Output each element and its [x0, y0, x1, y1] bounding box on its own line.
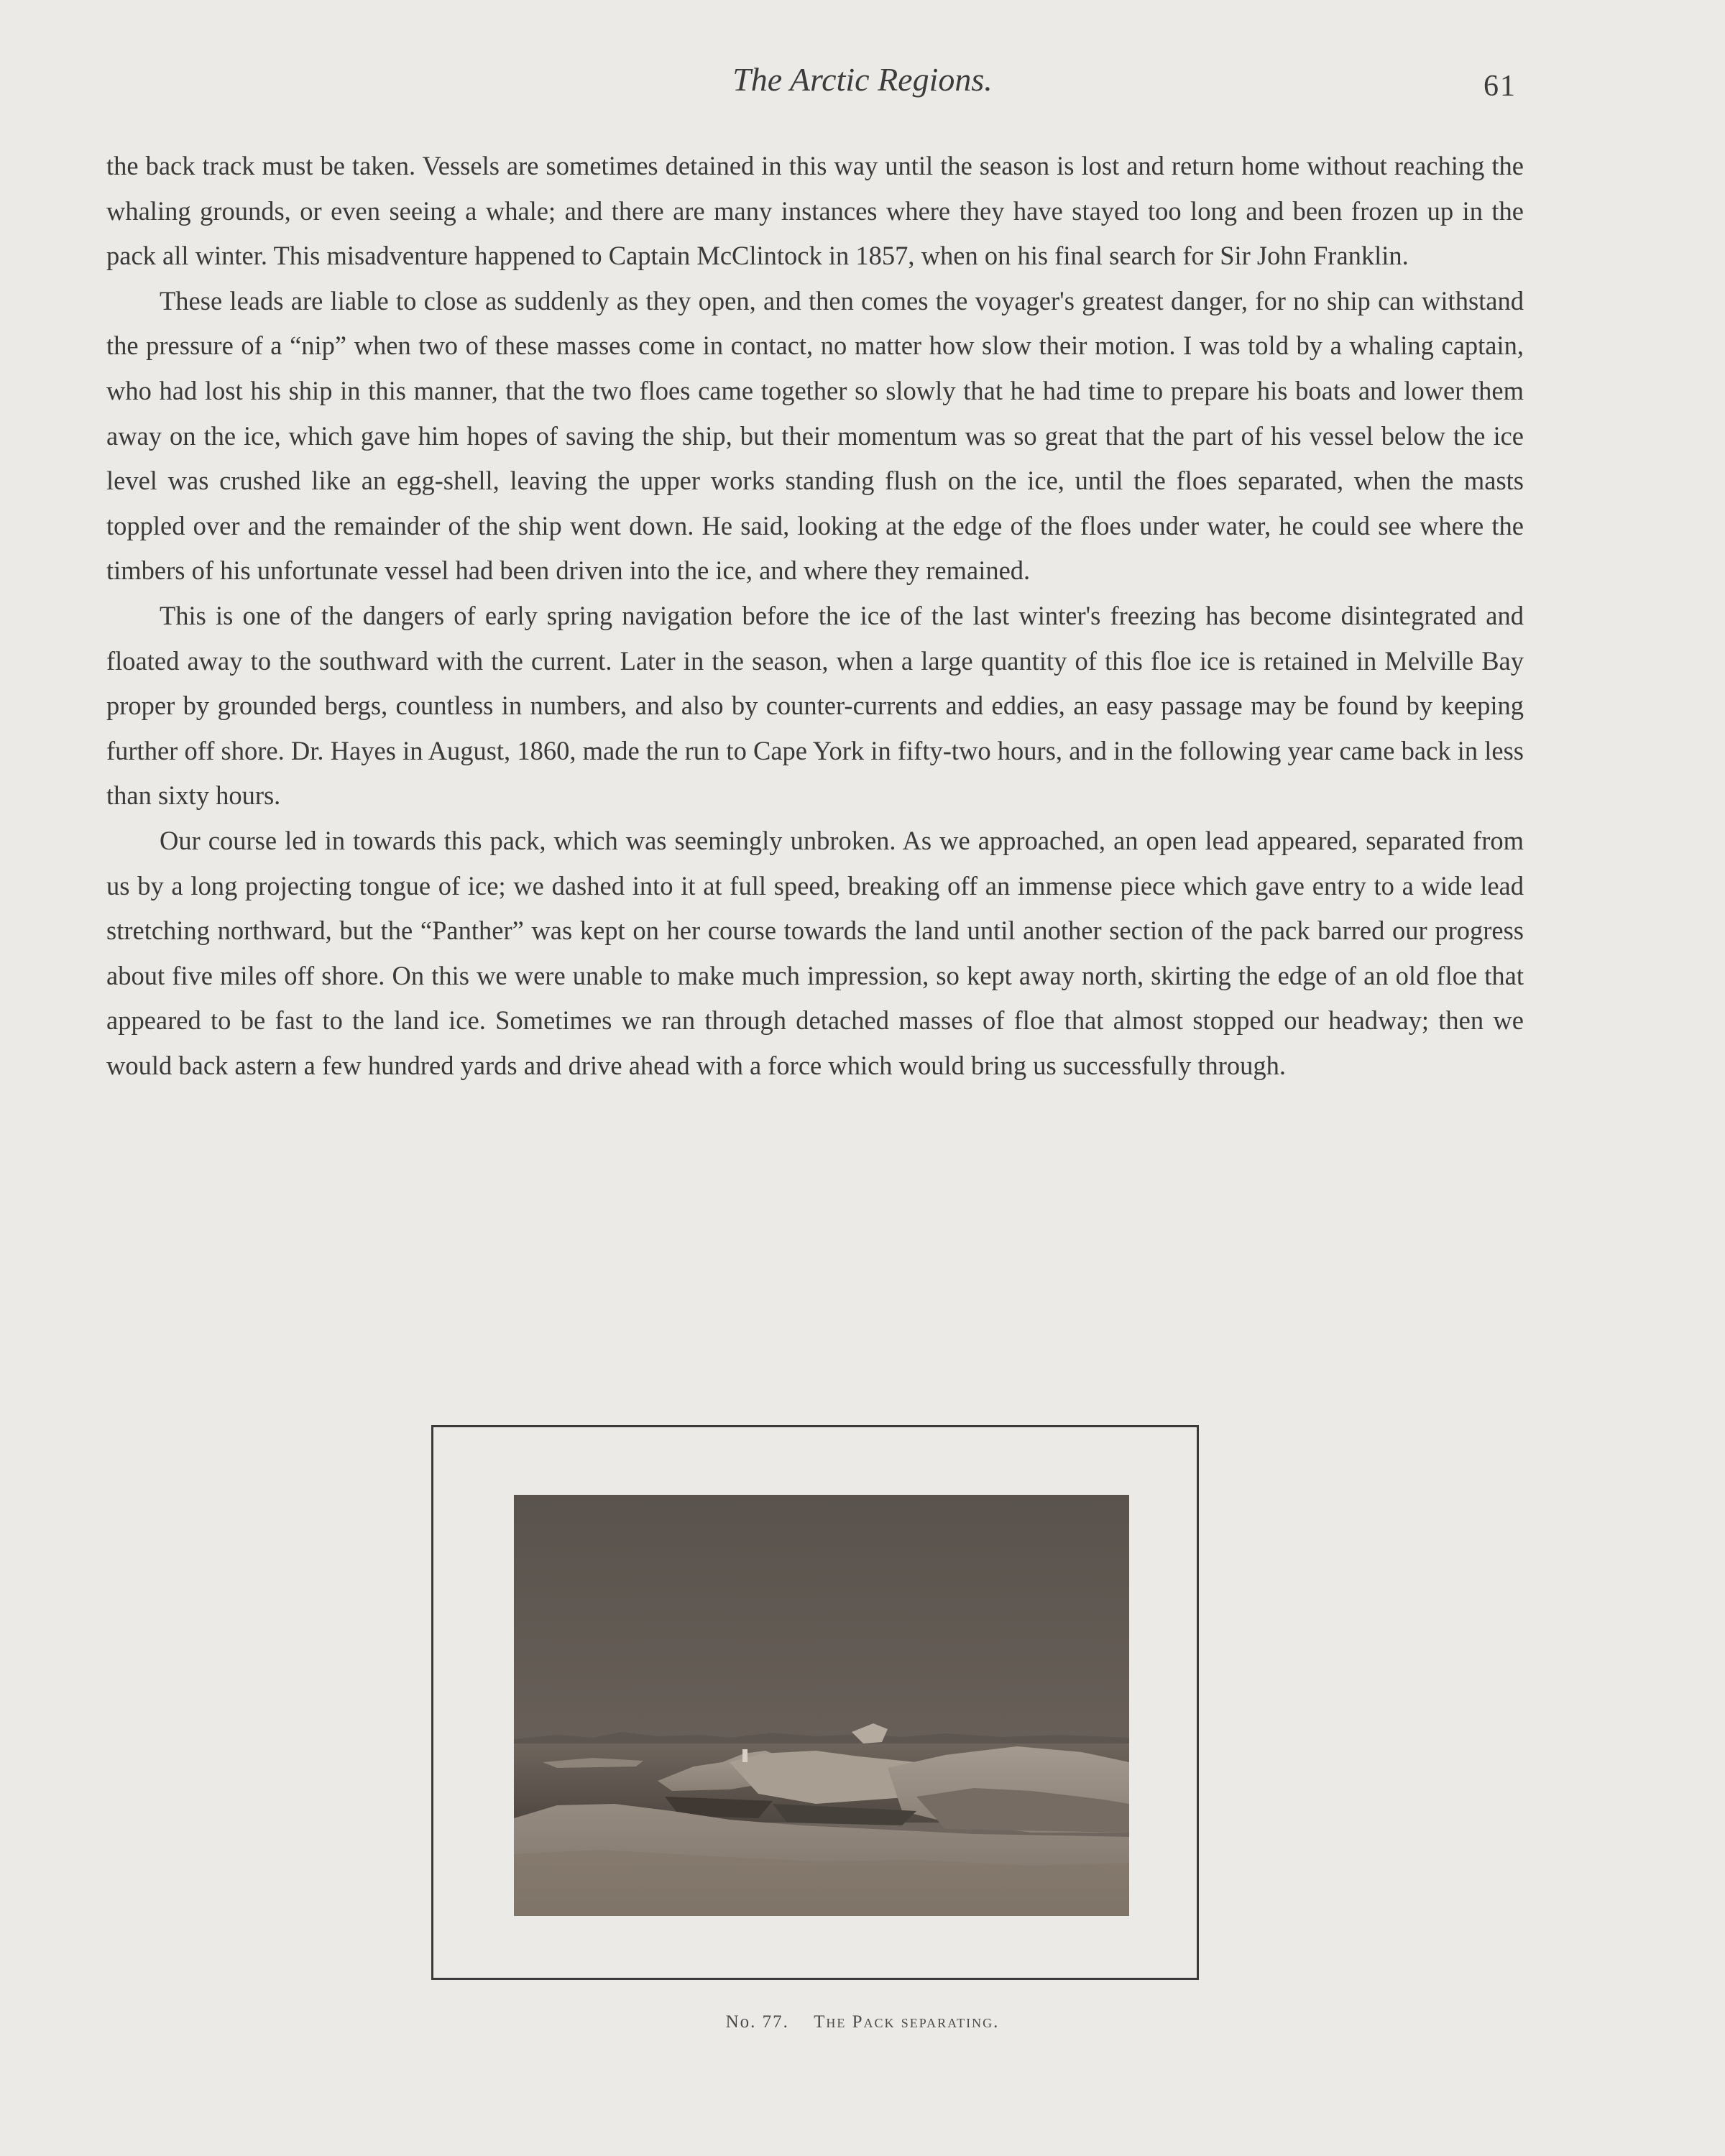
plate-caption: [0, 2012, 1725, 2032]
paragraph: Our course led in towards this pack, which was seemingly unbroken. As we approached, an open lead appeared, separated from us by a long projecting tongue of ice; we dashed into it at full speed, breaking off an immense piece which gave entry to a wide lead stretching northward, but the “Panther” was kept on her course towards the land until another section of the pack barred our progress about five miles off shore. On this we were unable to make much impression, so kept away north, skirting the edge of an old floe that appeared to be fast to the land ice. Sometimes we ran through detached masses of floe that almost stopped our headway; then we would back astern a few hundred yards and drive ahead with a force which would bring us successfully through.: [106, 825, 1524, 1080]
body-text: [106, 144, 1524, 1088]
plate-title: The Pack separating.: [814, 2012, 1000, 2032]
paragraph: This is one of the dangers of early spring navigation before the ice of the last winter's freezing has become disintegrated and floated away to the southward with the current. Later in the season, when a large quantity of this floe ice is retained in Melville Bay proper by grounded bergs, countless in numbers, and also by counter-currents and eddies, an easy passage may be found by keeping further off shore. Dr. Hayes in August, 1860, made the run to Cape York in fifty-two hours, and in the following year came back in less than sixty hours.: [106, 600, 1524, 811]
plate-photograph: [514, 1495, 1129, 1916]
pack-ice-photo-image: [514, 1495, 1129, 1916]
page-number: 61: [1484, 70, 1517, 103]
paragraph: the back track must be taken. Vessels are sometimes detained in this way until the season is lost and return home without reaching the whaling grounds, or even seeing a whale; and there are many instances where they have stayed too long and been frozen up in the pack all winter. This misadventure happened to Captain McClintock in 1857, when on his final search for Sir John Franklin.: [106, 151, 1524, 271]
paragraph: These leads are liable to close as suddenly as they open, and then comes the voyager's greatest danger, for no ship can withstand the pressure of a “nip” when two of these masses come in contact, no matter how slow their motion. I was told by a whaling captain, who had lost his ship in this manner, that the two floes came together so slowly that he had time to prepare his boats and lower them away on the ice, which gave him hopes of saving the ship, but their momentum was so great that the part of his vessel below the ice level was crushed like an egg-shell, leaving the upper works standing flush on the ice, until the floes separated, when the masts toppled over and the remainder of the ship went down. He said, looking at the edge of the floes under water, he could see where the timbers of his unfortunate vessel had been driven into the ice, and where they remained.: [106, 285, 1524, 586]
running-title: The Arctic Regions.: [732, 61, 993, 98]
plate-number: No. 77.: [725, 2012, 789, 2032]
